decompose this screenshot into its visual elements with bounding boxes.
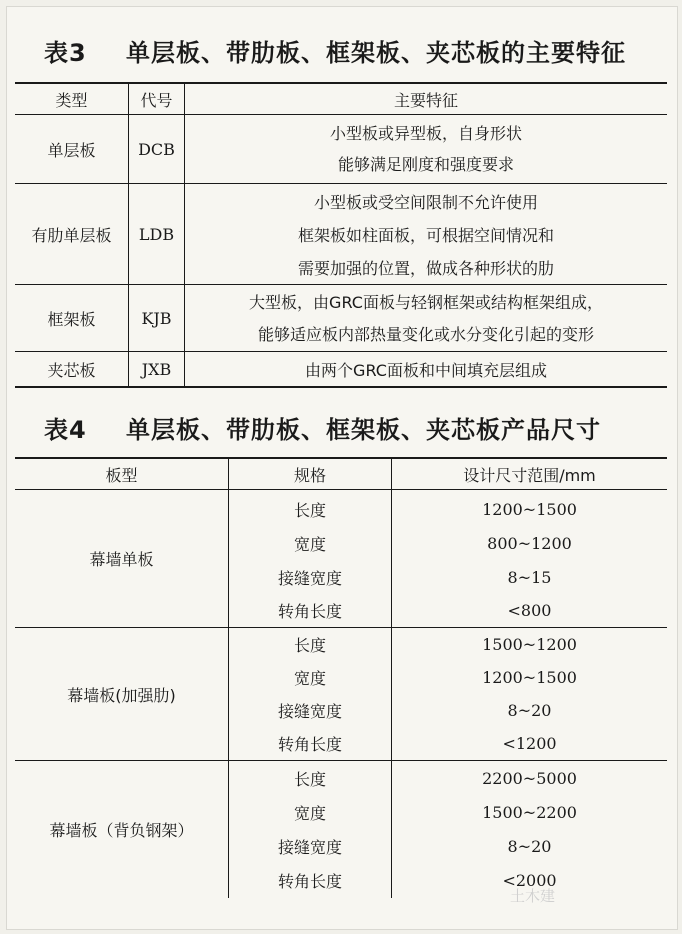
table3-row1-feature-line: 小型板或异型板，自身形状	[329, 123, 522, 143]
table4-group1-name: 幕墙单板	[89, 550, 154, 569]
table4-header-type: 板型	[105, 465, 138, 485]
table4-spec-label: 长度	[293, 769, 326, 789]
table3-row2-code: LDB	[138, 224, 175, 244]
table4-spec-label: 宽度	[293, 668, 326, 688]
table3-row1-code: DCB	[138, 139, 175, 159]
table4-group3-name: 幕墙板（背负钢架）	[49, 821, 194, 840]
table4-spec-range: <800	[507, 600, 552, 620]
table3-header-code: 代号	[140, 90, 173, 110]
table3-number: 表3	[44, 39, 87, 67]
table4-spec-label: 转角长度	[277, 601, 342, 621]
table3-row2-feature-line: 小型板或受空间限制不允许使用	[313, 192, 538, 212]
table4-group2-name: 幕墙板(加强肋)	[67, 685, 176, 705]
table3-header-type: 类型	[55, 90, 88, 110]
table3-row2-feature-line: 框架板如柱面板，可根据空间情况和	[297, 225, 554, 245]
table4-spec-label: 转角长度	[277, 734, 342, 754]
table3-row2-feature-line: 需要加强的位置，做成各种形状的肋	[297, 258, 554, 278]
table3-row3-feature-line: 能够适应板内部热量变化或水分变化引起的变形	[257, 325, 594, 344]
table4-spec-label: 转角长度	[277, 871, 342, 891]
table4-spec-range: <2000	[502, 870, 557, 890]
table4-caption: 单层板、带肋板、框架板、夹芯板产品尺寸	[126, 416, 601, 444]
table4-spec-label: 长度	[293, 500, 326, 520]
table3-row3-type: 框架板	[47, 309, 96, 329]
table4-spec-range: 2200~5000	[482, 768, 577, 788]
table4-spec-range: 1200~1500	[482, 667, 577, 687]
table4-spec-range: <1200	[502, 733, 557, 753]
table4-spec-range: 800~1200	[487, 533, 572, 553]
table3-row1-type: 单层板	[47, 140, 96, 160]
table3-row4-type: 夹芯板	[47, 360, 96, 380]
table3-title	[44, 33, 626, 68]
table3-row1-feature-line: 能够满足刚度和强度要求	[337, 154, 514, 174]
table3-caption: 单层板、带肋板、框架板、夹芯板的主要特征	[126, 39, 626, 67]
table4-spec-label: 长度	[293, 635, 326, 655]
table3-bottom-rule	[15, 386, 667, 388]
table4-spec-label: 接缝宽度	[277, 837, 342, 857]
table3-row3-code: KJB	[141, 308, 172, 328]
table4-number: 表4	[44, 416, 87, 444]
table3-row3-feature-line: 大型板，由GRC面板与轻钢框架或结构框架组成，	[249, 293, 603, 312]
table3-row4-code: JXB	[141, 359, 172, 379]
table4-header-range: 设计尺寸范围/mm	[463, 465, 596, 485]
table4-spec-label: 接缝宽度	[277, 701, 342, 721]
table4-title	[44, 410, 601, 445]
table4-header-spec: 规格	[293, 465, 326, 485]
table4-spec-range: 8~20	[507, 836, 552, 856]
table4-spec-label: 宽度	[293, 803, 326, 823]
table4-spec-range: 1200~1500	[482, 499, 577, 519]
table4-spec-range: 1500~1200	[482, 634, 577, 654]
watermark: 土木建	[510, 887, 556, 905]
table4-spec-range: 8~15	[507, 567, 552, 587]
table4-spec-range: 1500~2200	[482, 802, 577, 822]
table4-spec-range: 8~20	[507, 700, 552, 720]
table3-row2-type: 有肋单层板	[31, 225, 112, 245]
table4-spec-label: 接缝宽度	[277, 568, 342, 588]
table3-row4-feature-line: 由两个GRC面板和中间填充层组成	[305, 360, 547, 380]
table3-header-features: 主要特征	[393, 90, 458, 110]
table4-spec-label: 宽度	[293, 534, 326, 554]
